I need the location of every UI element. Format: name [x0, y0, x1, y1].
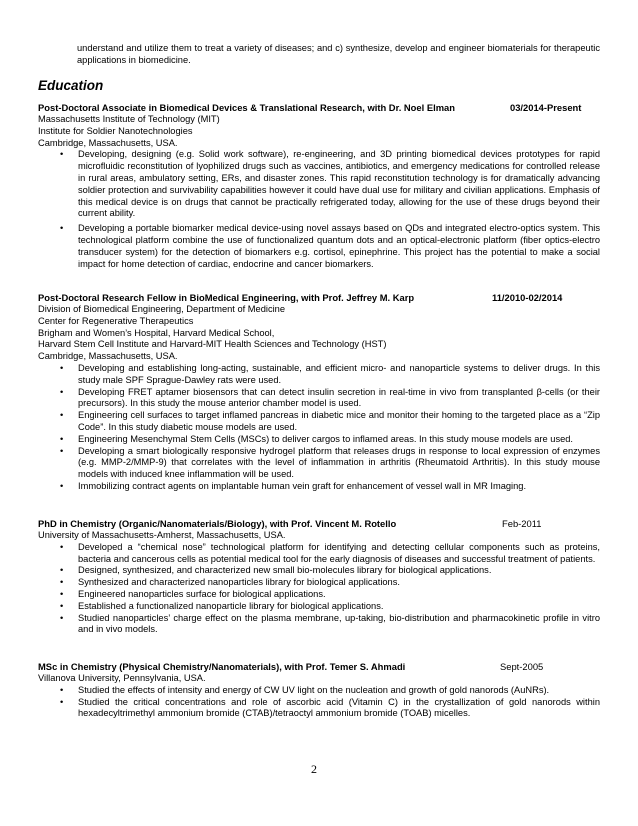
education-entry-postdoc-mit: [38, 102, 600, 270]
list-item-text: Immobilizing contract agents on implantable human vein graft for enhancement of vessel wall in MR Imaging.: [78, 480, 527, 491]
entry-title: [38, 102, 600, 114]
bullet-icon: •: [60, 445, 64, 456]
list-item: [38, 685, 600, 697]
list-item-text: Developing a smart biologically responsive hydrogel platform that releases drugs in response to local expression of enzymes (e.g. MMP-2/MMP-9) that correlates with the level of inflammation in arthritis (Rheumatoid Arthritis). In this study mouse models with induced knee inflammation will be used.: [78, 445, 600, 480]
list-item-text: Engineering Mesenchymal Stem Cells (MSCs) to deliver cargos to inflamed areas. In this study mouse models are used.: [78, 433, 574, 444]
list-item-text: Developing a portable biomarker medical device-using novel assays based on QDs and integrated electro-optics system. This technological platform combine the use of functionalized quantum dots and an optical-electronic platform (fiber optics-electro transducer system) for the detection of biomarkers e.g. cortisol, epinephrine. This project has the potential to make a social impact for home detection of cardiac, endocrine and cancer biomarkers.: [78, 223, 600, 269]
entry-institution-line: Harvard Stem Cell Institute and Harvard-MIT Health Sciences and Technology (HST): [38, 339, 387, 350]
list-item: [38, 697, 600, 721]
list-item: [38, 542, 600, 566]
bullet-icon: •: [60, 433, 64, 444]
entry-title-text: Post-Doctoral Research Fellow in BioMedical Engineering, with Prof. Jeffrey M. Karp: [38, 292, 415, 303]
list-item-text: Developing and establishing long-acting, sustainable, and efficient micro- and nanoparticle systems to deliver drugs. In this study male SPF Sprague-Dawley rats were used.: [78, 362, 600, 385]
entry-institution-line: Division of Biomedical Engineering, Department of Medicine: [38, 304, 286, 314]
bullet-icon: •: [60, 612, 64, 623]
list-item-text: Studied the critical concentrations and role of ascorbic acid (Vitamin C) in the crystallization of gold nanorods within hexadecyltrimethyl ammonium bromide (CTAB)/tetraoctyl ammonium bromide (TOAB) micelles.: [78, 696, 600, 719]
bullet-icon: •: [60, 410, 64, 421]
education-entry-phd: [38, 518, 600, 636]
list-item: [38, 149, 600, 220]
bullet-icon: •: [60, 588, 64, 599]
bullet-icon: •: [60, 362, 64, 373]
bullet-icon: •: [60, 565, 64, 576]
bullet-icon: •: [60, 684, 64, 695]
entry-date: 03/2014-Present: [510, 102, 582, 113]
list-item-text: Developing, designing (e.g. Solid work software), re-engineering, and 3D printing biomedical devices prototypes for rapid microfluidic reconstitution of lyophilized drugs such as vaccines, antibiotics, and emergency medications for controlled release in rural areas, ambulatory setting, ERs, and disaster zones. This rapid reconstitution technology is for dramatically advancing soldier protection and survivability capabilities however it could have dual use for military and civilian applications. Emphasis of this medical device is on drugs that cannot be practically refrigerated today, allowing for the use of these drugs beyond their current ability.: [78, 149, 600, 219]
page-number: 2: [311, 762, 317, 776]
education-entry-msc: [38, 661, 600, 720]
list-item: [38, 613, 600, 637]
list-item: [38, 589, 600, 601]
entry-title-text: PhD in Chemistry (Organic/Nanomaterials/Biology), with Prof. Vincent M. Rotello: [38, 518, 397, 529]
entry-bullet-list: [38, 685, 600, 720]
entry-institution-line: University of Massachusetts-Amherst, Massachusetts, USA.: [38, 530, 286, 540]
list-item: [38, 601, 600, 613]
entry-bullet-list: [38, 363, 600, 493]
entry-title-text: MSc in Chemistry (Physical Chemistry/Nanomaterials), with Prof. Temer S. Ahmadi: [38, 661, 406, 672]
list-item-text: Designed, synthesized, and characterized new small bio-molecules library for biological applications.: [78, 565, 492, 576]
bullet-icon: •: [60, 600, 64, 611]
bullet-icon: •: [60, 696, 64, 707]
entry-institution-line: Center for Regenerative Therapeutics: [38, 315, 194, 326]
intro-paragraph: understand and utilize them to treat a variety of diseases; and c) synthesize, develop and engineer biomaterials for therapeutic applications in biomedicine.: [77, 43, 600, 65]
bullet-icon: •: [60, 149, 64, 160]
entry-title: [38, 518, 600, 530]
list-item: [38, 446, 600, 481]
entry-date: 11/2010-02/2014: [492, 292, 563, 303]
list-item-text: Developed a “chemical nose” technological platform for identifying and detecting cellular components such as proteins, bacteria and cancerous cells as potential medical tool for the early diagnosis of diseases and successful treatment of patients.: [78, 541, 600, 564]
list-item-text: Engineered nanoparticles surface for biological applications.: [78, 588, 326, 599]
bullet-icon: •: [60, 541, 64, 552]
bullet-icon: •: [60, 223, 64, 234]
bullet-icon: •: [60, 386, 64, 397]
entry-date: Feb-2011: [502, 518, 542, 529]
list-item: [38, 565, 600, 577]
list-item-text: Studied the effects of intensity and energy of CW UV light on the nucleation and growth of gold nanorods (AuNRs).: [78, 684, 550, 695]
entry-location-line: Cambridge, Massachusetts, USA.: [38, 351, 178, 362]
entry-bullet-list: [38, 542, 600, 636]
list-item-text: Studied nanoparticles’ charge effect on the plasma membrane, up-taking, bio-distribution and pharmacokinetic profile in vitro and in vivo models.: [78, 612, 600, 635]
list-item: [38, 223, 600, 270]
list-item: [38, 434, 600, 446]
entry-institution-line: Massachusetts Institute of Technology (MIT): [38, 114, 220, 124]
list-item-text: Synthesized and characterized nanoparticles library for biological applications.: [78, 577, 400, 588]
education-entry-postdoc-harvard: [38, 292, 600, 493]
list-item-text: Engineering cell surfaces to target inflamed pancreas in diabetic mice and monitor their homing to the targeted place as a “Zip Code”. In this study diabetic mouse models are used.: [78, 410, 600, 432]
bullet-icon: •: [60, 480, 64, 491]
list-item: [38, 577, 600, 589]
list-item: [38, 387, 600, 411]
entry-title: [38, 292, 600, 304]
list-item: [38, 481, 600, 493]
list-item-text: Established a functionalized nanoparticle library for biological applications.: [78, 600, 384, 611]
list-item-text: Developing FRET aptamer biosensors that can detect insulin secretion in real-time in vivo from transplanted β-cells (or their precursors). In this study the mouse anterior chamber model is used.: [78, 386, 600, 409]
entry-bullet-list: [38, 149, 600, 270]
entry-date: Sept-2005: [500, 661, 544, 672]
list-item: [38, 363, 600, 387]
list-item: [38, 410, 600, 434]
education-heading: Education: [38, 78, 104, 93]
entry-institution-line: Brigham and Women’s Hospital, Harvard Medical School,: [38, 327, 275, 338]
bullet-icon: •: [60, 577, 64, 588]
entry-title-text: Post-Doctoral Associate in Biomedical Devices & Translational Research, with Dr. Noel Elman: [38, 102, 455, 113]
entry-title: [38, 661, 600, 673]
entry-institution-line: Institute for Soldier Nanotechnologies: [38, 125, 193, 136]
entry-institution-line: Villanova University, Pennsylvania, USA.: [38, 673, 206, 683]
entry-location-line: Cambridge, Massachusetts, USA.: [38, 137, 178, 148]
